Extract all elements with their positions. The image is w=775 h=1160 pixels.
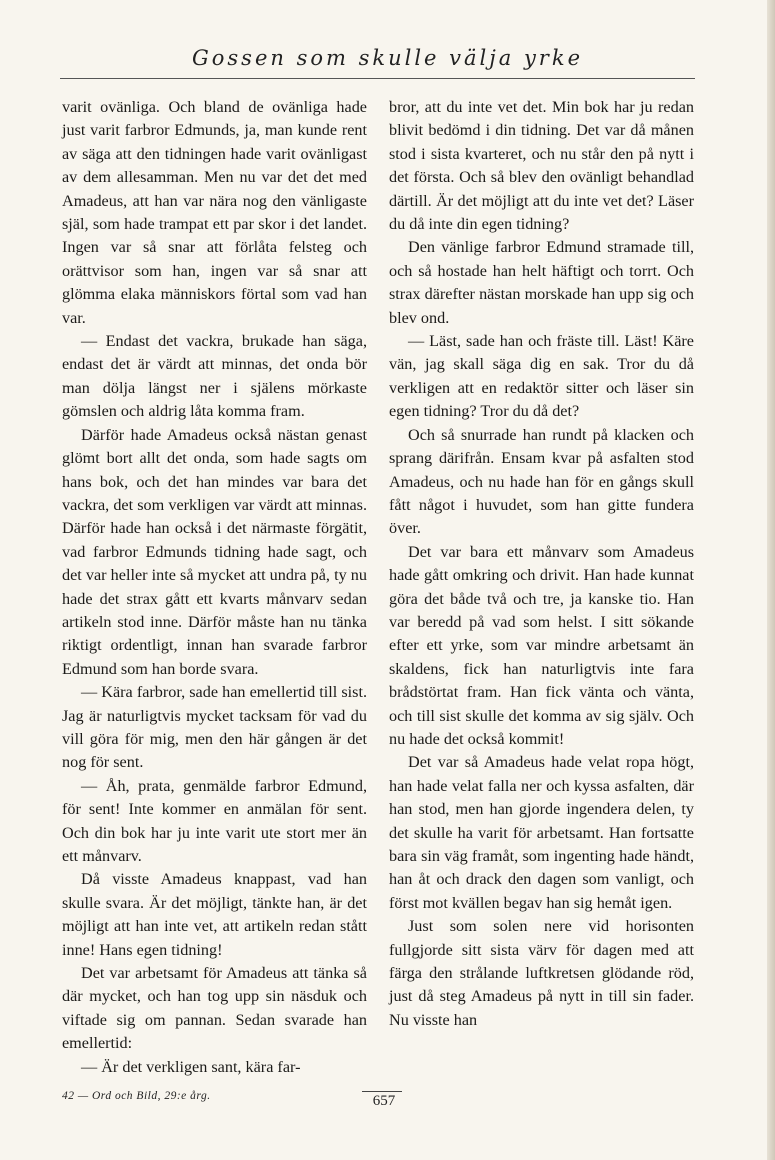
footer-source: 42 — Ord och Bild, 29:e årg. (62, 1090, 211, 1102)
header-rule (60, 78, 695, 79)
left-column (62, 96, 367, 1079)
paragraph: Det var så Amadeus hade velat ropa högt, han hade velat falla ner och kyssa asfalten, där han stod, men han gjorde ingendera delen, ty det skulle ha varit för arbetsamt. Han fortsatte bara sin väg framåt, som ingenting hade händt, han åt och drack den dagen som vanligt, och först mot kvällen begav han sig hemåt igen. (389, 753, 694, 912)
paragraph: — Endast det vackra, brukade han säga, endast det är värdt att minnas, det onda bör man dölja längst ner i själens mörkaste gömslen och aldrig låta komma fram. (62, 332, 367, 421)
right-column (389, 96, 694, 1032)
paragraph: — Kära farbror, sade han emellertid till sist. Jag är naturligtvis mycket tacksam för vad du vill göra för mig, men den här gången är det nog för sent. (62, 683, 367, 772)
paragraph: Den vänlige farbror Edmund stramade till, och så hostade han helt häftigt och torrt. Och strax därefter nästan morskade han upp sig och blev ond. (389, 238, 694, 327)
paragraph: Därför hade Amadeus också nästan genast glömt bort allt det onda, som hade sagts om hans bok, och det han mindes var bara det vackra, det som verkligen var värdt att minnas. Därför hade han också i det närmaste förgätit, vad farbror Edmunds tidning hade sagt, och det var heller inte så mycket att undra på, ty nu hade det strax gått ett kvarts månvarv sedan artikeln stod inne. Därför måste han nu tänka riktigt ordentligt, innan han svarade farbror Edmund som han borde svara. (62, 425, 367, 678)
running-head: Gossen som skulle välja yrke (191, 46, 584, 70)
paragraph: — Åh, prata, genmälde farbror Edmund, för sent! Inte kommer en anmälan för sent. Och din bok har ju inte varit ute stort mer än ett månvarv. (62, 776, 367, 865)
paragraph: Och så snurrade han rundt på klacken och sprang därifrån. Ensam kvar på asfalten stod Amadeus, och nu hade han för en gångs skull fått något i huvudet, som han gitte fundera över. (389, 425, 694, 538)
paragraph: — Läst, sade han och fräste till. Läst! Käre vän, jag skall säga dig en sak. Tror du då verkligen att en redaktör sitter och läser sin egen tidning? Tror du då det? (389, 332, 694, 421)
page-number-rule (362, 1091, 402, 1092)
paragraph: Då visste Amadeus knappast, vad han skulle svara. Är det möjligt, tänkte han, är det möjligt att han inte vet, att artikeln redan stått inne! Hans egen tidning! (62, 870, 367, 959)
page-edge (767, 0, 775, 1160)
paragraph: varit ovänliga. Och bland de ovänliga hade just varit farbror Edmunds, ja, man kunde rent av säga att den tidningen hade varit ovänligast av dem allesamman. Men nu var det det med Amadeus, att han var nära nog den vänligaste själ, som hade trampat ett par skor i det landet. Ingen var så snar att förlåta felsteg och orättvisor som han, ingen var så snar att glömma elaka människors förtal som vad han var. (62, 98, 367, 327)
page-number: 657 (372, 1093, 396, 1109)
paragraph: Det var arbetsamt för Amadeus att tänka så där mycket, och han tog upp sin näsduk och viftade sig om pannan. Sedan svarade han emellertid: (62, 964, 367, 1053)
paragraph: Just som solen nere vid horisonten fullgjorde sitt sista värv för dagen med att färga den strålande luftkretsen glödande röd, just då steg Amadeus på nytt in till sin fader. Nu visste han (389, 917, 694, 1029)
paragraph: — Är det verkligen sant, kära far- (81, 1057, 301, 1076)
paragraph: bror, att du inte vet det. Min bok har ju redan blivit bedömd i din tidning. Det var då månen stod i sista kvarteret, och nu står den på nytt i det första. Och så blev den ovänligt behandlad därtill. Är det möjligt att du inte vet det? Läser du då inte din egen tidning? (389, 98, 694, 234)
paragraph: Det var bara ett månvarv som Amadeus hade gått omkring och drivit. Han hade kunnat göra det både två och tre, ja kanske tio. Han var beredd på vad som helst. I sitt sökande efter ett yrke, som var mindre arbetsamt än skaldens, fick han naturligtvis inte fara brådstörtat fram. Han fick vänta och vänta, och till sist skulle det komma av sig själv. Och nu hade det också kommit! (389, 542, 694, 748)
